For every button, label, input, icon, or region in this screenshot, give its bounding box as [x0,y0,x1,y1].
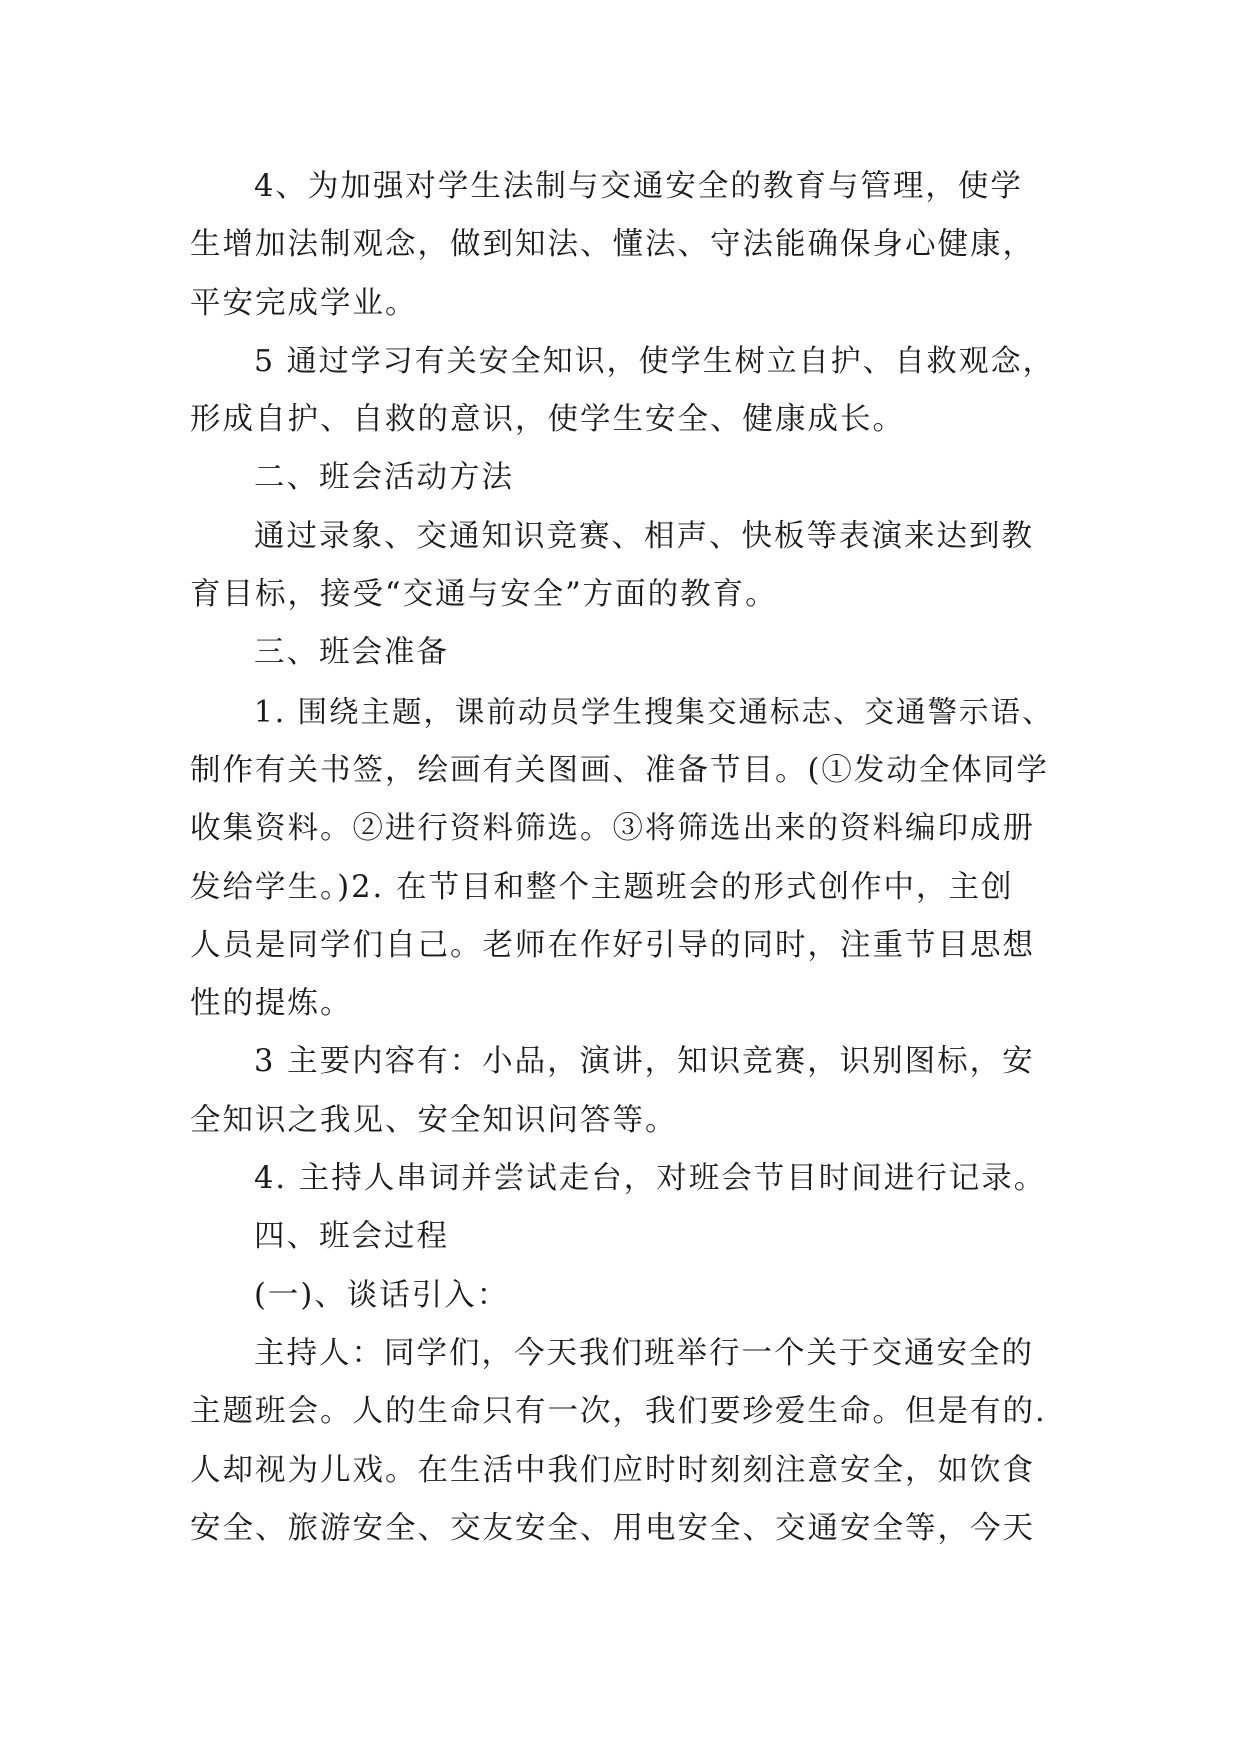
text-line: 人却视为儿戏。在生活中我们应时时刻刻注意安全，如饮食 [190,1452,1035,1488]
text-line: 平安完成学业。 [190,285,418,321]
text-line: 主题班会。人的生命只有一次，我们要珍爱生命。但是有的. [190,1394,1047,1430]
text-line: 形成自护、自救的意识，使学生安全、健康成长。 [190,402,905,438]
text-line: 1. 围绕主题，课前动员学生搜集交通标志、交通警示语、 [254,694,1054,729]
text-line: 人员是同学们自己。老师在作好引导的同时，注重节目思想 [190,927,1035,963]
text-line: 制作有关书签，绘画有关图画、准备节目。(①发动全体同学 [190,752,1049,788]
text-line: 3 主要内容有：小品，演讲，知识竞赛，识别图标，安 [254,1044,1035,1080]
document-body [190,158,1058,1558]
text-line: 育目标，接受“交通与安全”方面的教育。 [190,577,778,613]
text-line: 主持人：同学们，今天我们班举行一个关于交通安全的 [254,1335,1034,1371]
text-line: 5 通过学习有关安全知识，使学生树立自护、自救观念， [254,343,1055,379]
section-heading: 二、班会活动方法 [254,460,514,496]
text-line: 通过录象、交通知识竞赛、相声、快板等表演来达到教 [254,518,1034,554]
text-line: 4、为加强对学生法制与交通安全的教育与管理，使学 [254,169,1023,204]
text-line: 性的提炼。 [190,986,353,1022]
text-line: 4. 主持人串词并尝试走台，对班会节目时间进行记录。 [254,1161,1047,1197]
text-line: 发给学生。)2. 在节目和整个主题班会的形式创作中，主创 [190,869,1014,905]
section-heading: 四、班会过程 [254,1219,449,1255]
text-line: 安全、旅游安全、交友安全、用电安全、交通安全等，今天 [190,1510,1035,1546]
text-line: 收集资料。②进行资料筛选。③将筛选出来的资料编印成册 [190,811,1035,847]
text-line: 全知识之我见、安全知识问答等。 [190,1102,678,1138]
section-heading: 三、班会准备 [254,635,449,671]
subsection-heading: (一)、谈话引入： [254,1277,510,1313]
text-line: 生增加法制观念，做到知法、懂法、守法能确保身心健康， [190,227,1035,263]
